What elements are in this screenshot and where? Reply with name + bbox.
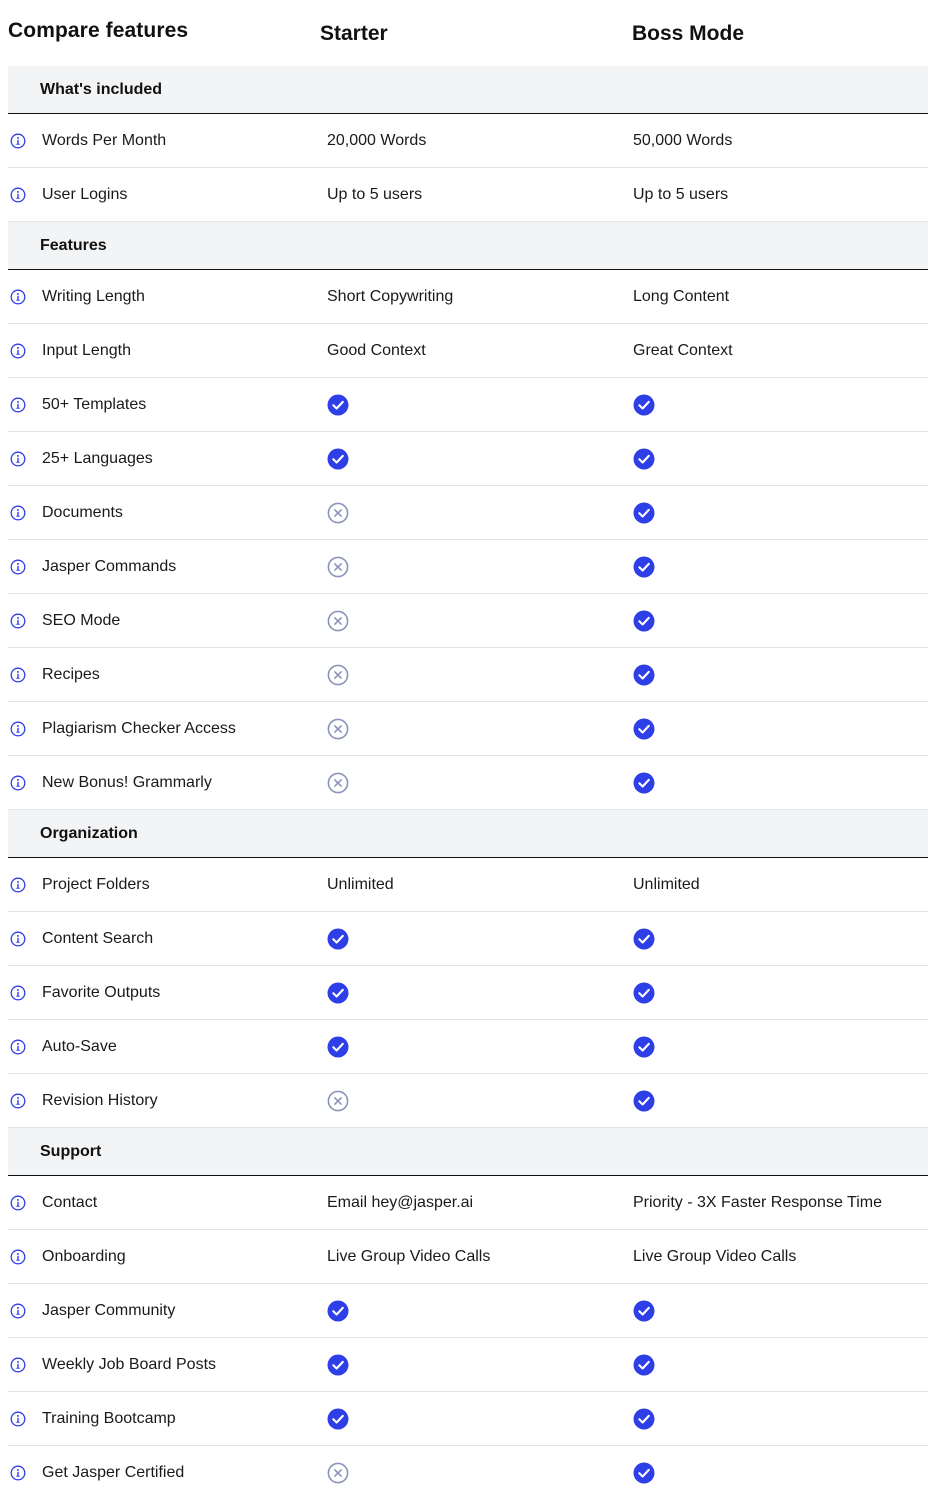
boss-mode-value: Long Content (633, 288, 730, 305)
feature-label: Documents (42, 504, 123, 521)
boss-mode-value-cell (633, 1074, 928, 1127)
feature-row-content-search (8, 912, 928, 966)
check-circle-icon (633, 394, 655, 416)
boss-mode-value-cell (633, 486, 928, 539)
x-circle-icon (327, 502, 349, 524)
comparison-header (8, 0, 928, 66)
check-circle-icon (633, 502, 655, 524)
check-circle-icon (327, 1036, 349, 1058)
starter-value: Email hey@jasper.ai (327, 1194, 474, 1211)
plan-starter-heading: Starter (320, 22, 388, 45)
feature-label: Writing Length (42, 288, 145, 305)
section-header-organization (8, 810, 928, 858)
feature-label: Content Search (42, 930, 154, 947)
feature-label: Weekly Job Board Posts (42, 1356, 217, 1373)
starter-value-cell (327, 1392, 627, 1445)
boss-mode-value-cell (633, 1392, 928, 1445)
starter-value-cell (327, 378, 627, 431)
starter-value-cell (327, 168, 627, 221)
compare-features-page (8, 0, 928, 1499)
boss-mode-value-cell (633, 1284, 928, 1337)
starter-value-cell (327, 324, 627, 377)
check-circle-icon (633, 1408, 655, 1430)
boss-mode-value-cell (633, 114, 928, 167)
feature-row-training-bootcamp (8, 1392, 928, 1446)
starter-value-cell (327, 756, 627, 809)
feature-row-auto-save (8, 1020, 928, 1074)
feature-row-new-bonus-grammarly (8, 756, 928, 810)
boss-mode-value-cell (633, 1446, 928, 1499)
feature-label: Words Per Month (42, 132, 167, 149)
check-circle-icon (633, 928, 655, 950)
boss-mode-value: Live Group Video Calls (633, 1248, 797, 1265)
boss-mode-value-cell (633, 858, 928, 911)
boss-mode-value-cell (633, 966, 928, 1019)
feature-row-project-folders (8, 858, 928, 912)
boss-mode-value-cell (633, 648, 928, 701)
boss-mode-value-cell (633, 270, 928, 323)
info-circle-icon[interactable] (10, 1249, 26, 1265)
feature-label: 25+ Languages (42, 450, 153, 467)
boss-mode-value-cell (633, 432, 928, 485)
feature-label: Get Jasper Certified (42, 1464, 185, 1481)
boss-mode-value-cell (633, 1338, 928, 1391)
feature-label: Plagiarism Checker Access (42, 720, 236, 737)
boss-mode-value: Great Context (633, 342, 733, 359)
x-circle-icon (327, 610, 349, 632)
info-circle-icon[interactable] (10, 289, 26, 305)
starter-value-cell (327, 1074, 627, 1127)
info-circle-icon[interactable] (10, 1303, 26, 1319)
check-circle-icon (327, 1408, 349, 1430)
boss-mode-value-cell (633, 702, 928, 755)
starter-value-cell (327, 1284, 627, 1337)
starter-value-cell (327, 114, 627, 167)
info-circle-icon[interactable] (10, 1465, 26, 1481)
starter-value: Live Group Video Calls (327, 1248, 491, 1265)
feature-row-jasper-commands (8, 540, 928, 594)
starter-value-cell (327, 858, 627, 911)
feature-label: New Bonus! Grammarly (42, 774, 212, 791)
starter-value-cell (327, 1176, 627, 1229)
check-circle-icon (633, 1036, 655, 1058)
check-circle-icon (327, 982, 349, 1004)
feature-row-favorite-outputs (8, 966, 928, 1020)
x-circle-icon (327, 718, 349, 740)
feature-label: Onboarding (42, 1248, 126, 1265)
check-circle-icon (633, 448, 655, 470)
check-circle-icon (633, 1300, 655, 1322)
feature-label: Favorite Outputs (42, 984, 161, 1001)
info-circle-icon[interactable] (10, 721, 26, 737)
starter-value-cell (327, 432, 627, 485)
check-circle-icon (327, 1300, 349, 1322)
starter-value-cell (327, 486, 627, 539)
starter-value: Unlimited (327, 876, 394, 893)
starter-value-cell (327, 1338, 627, 1391)
feature-label: User Logins (42, 186, 128, 203)
boss-mode-value-cell (633, 378, 928, 431)
feature-label: Training Bootcamp (42, 1410, 176, 1427)
boss-mode-value-cell (633, 1230, 928, 1283)
check-circle-icon (327, 448, 349, 470)
starter-value-cell (327, 540, 627, 593)
starter-value-cell (327, 594, 627, 647)
feature-label: Jasper Community (42, 1302, 176, 1319)
check-circle-icon (327, 1354, 349, 1376)
boss-mode-value-cell (633, 324, 928, 377)
feature-row-contact (8, 1176, 928, 1230)
info-circle-icon[interactable] (10, 1093, 26, 1109)
feature-row-plagiarism-checker-access (8, 702, 928, 756)
x-circle-icon (327, 556, 349, 578)
feature-row-revision-history (8, 1074, 928, 1128)
starter-value: Up to 5 users (327, 186, 423, 203)
check-circle-icon (633, 718, 655, 740)
starter-value-cell (327, 648, 627, 701)
info-circle-icon[interactable] (10, 559, 26, 575)
info-circle-icon[interactable] (10, 613, 26, 629)
feature-row-words-per-month (8, 114, 928, 168)
info-circle-icon[interactable] (10, 451, 26, 467)
feature-label: Contact (42, 1194, 98, 1211)
boss-mode-value: Up to 5 users (633, 186, 729, 203)
check-circle-icon (633, 982, 655, 1004)
check-circle-icon (633, 1462, 655, 1484)
boss-mode-value: Unlimited (633, 876, 700, 893)
info-circle-icon[interactable] (10, 187, 26, 203)
feature-row-input-length (8, 324, 928, 378)
comparison-table (8, 66, 928, 1499)
info-circle-icon[interactable] (10, 133, 26, 149)
starter-value-cell (327, 1446, 627, 1499)
starter-value-cell (327, 270, 627, 323)
boss-mode-value-cell (633, 168, 928, 221)
x-circle-icon (327, 772, 349, 794)
info-circle-icon[interactable] (10, 667, 26, 683)
info-circle-icon[interactable] (10, 397, 26, 413)
boss-mode-value-cell (633, 594, 928, 647)
feature-row-recipes (8, 648, 928, 702)
x-circle-icon (327, 1462, 349, 1484)
info-circle-icon[interactable] (10, 1357, 26, 1373)
boss-mode-value: 50,000 Words (633, 132, 733, 149)
starter-value: Short Copywriting (327, 288, 454, 305)
feature-row-documents (8, 486, 928, 540)
info-circle-icon[interactable] (10, 1195, 26, 1211)
check-circle-icon (633, 1354, 655, 1376)
check-circle-icon (327, 928, 349, 950)
feature-row-writing-length (8, 270, 928, 324)
starter-value-cell (327, 912, 627, 965)
feature-row-seo-mode (8, 594, 928, 648)
info-circle-icon[interactable] (10, 1411, 26, 1427)
info-circle-icon[interactable] (10, 931, 26, 947)
section-label: Features (40, 237, 107, 254)
starter-value-cell (327, 1230, 627, 1283)
plan-boss-mode-heading: Boss Mode (632, 22, 745, 45)
feature-label: 50+ Templates (42, 396, 147, 413)
feature-row-jasper-community (8, 1284, 928, 1338)
starter-value-cell (327, 966, 627, 1019)
info-circle-icon[interactable] (10, 1039, 26, 1055)
section-label: What's included (40, 81, 163, 98)
feature-row-user-logins (8, 168, 928, 222)
feature-row-get-jasper-certified (8, 1446, 928, 1499)
starter-value: Good Context (327, 342, 426, 359)
boss-mode-value-cell (633, 756, 928, 809)
page-title: Compare features (8, 19, 189, 42)
feature-label: Revision History (42, 1092, 158, 1109)
boss-mode-value: Priority - 3X Faster Response Time (633, 1194, 882, 1211)
feature-row-weekly-job-board-posts (8, 1338, 928, 1392)
check-circle-icon (633, 610, 655, 632)
boss-mode-value-cell (633, 540, 928, 593)
feature-label: Input Length (42, 342, 131, 359)
check-circle-icon (633, 772, 655, 794)
starter-value-cell (327, 702, 627, 755)
starter-value-cell (327, 1020, 627, 1073)
x-circle-icon (327, 664, 349, 686)
info-circle-icon[interactable] (10, 775, 26, 791)
feature-label: Recipes (42, 666, 100, 683)
feature-row-50-templates (8, 378, 928, 432)
boss-mode-value-cell (633, 1020, 928, 1073)
x-circle-icon (327, 1090, 349, 1112)
section-header-what-s-included (8, 66, 928, 114)
feature-label: Jasper Commands (42, 558, 177, 575)
feature-label: Project Folders (42, 876, 150, 893)
check-circle-icon (633, 556, 655, 578)
section-header-features (8, 222, 928, 270)
section-label: Support (40, 1143, 102, 1160)
check-circle-icon (327, 394, 349, 416)
boss-mode-value-cell (633, 912, 928, 965)
check-circle-icon (633, 1090, 655, 1112)
info-circle-icon[interactable] (10, 877, 26, 893)
boss-mode-value-cell (633, 1176, 928, 1229)
check-circle-icon (633, 664, 655, 686)
feature-label: SEO Mode (42, 612, 121, 629)
feature-label: Auto-Save (42, 1038, 117, 1055)
info-circle-icon[interactable] (10, 343, 26, 359)
section-label: Organization (40, 825, 138, 842)
info-circle-icon[interactable] (10, 505, 26, 521)
section-header-support (8, 1128, 928, 1176)
feature-row-25-languages (8, 432, 928, 486)
info-circle-icon[interactable] (10, 985, 26, 1001)
feature-row-onboarding (8, 1230, 928, 1284)
starter-value: 20,000 Words (327, 132, 427, 149)
